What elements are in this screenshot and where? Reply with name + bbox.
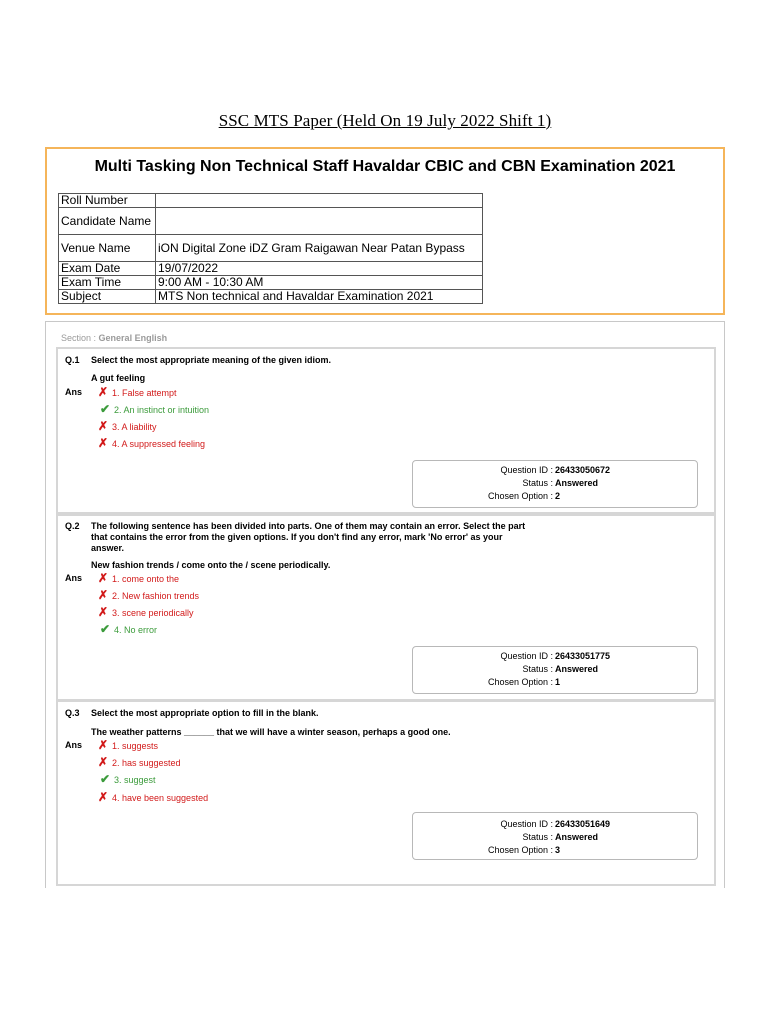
chosen-option: 2 bbox=[555, 491, 561, 501]
section-container bbox=[45, 321, 725, 888]
question-card bbox=[56, 514, 716, 701]
cross-icon: ✗ bbox=[98, 790, 109, 804]
check-icon: ✔ bbox=[100, 402, 111, 416]
section-label: Section : General English bbox=[61, 333, 168, 343]
question-id: 26433050672 bbox=[555, 465, 611, 475]
question-number: Q.1 bbox=[65, 355, 80, 365]
check-icon: ✔ bbox=[100, 622, 111, 636]
question-info-box: Question ID : 26433051775 Status : Answered Chosen Option : 1 bbox=[412, 646, 698, 694]
cross-icon: ✗ bbox=[98, 385, 109, 399]
info-label: Exam Date bbox=[59, 262, 156, 276]
question-prompt: New fashion trends / come onto the / scene periodically. bbox=[91, 560, 331, 570]
question-prompt: A gut feeling bbox=[91, 373, 146, 383]
info-value bbox=[156, 194, 483, 208]
cross-icon: ✗ bbox=[98, 436, 109, 450]
question-info-box: Question ID : 26433051649 Status : Answered Chosen Option : 3 bbox=[412, 812, 698, 860]
option-correct: ✔ 3. suggest bbox=[100, 772, 156, 786]
paper-title: SSC MTS Paper (Held On 19 July 2022 Shift 1) bbox=[218, 111, 552, 130]
question-prompt: The weather patterns ______ that we will have a winter season, perhaps a good one. bbox=[91, 727, 451, 737]
candidate-info-table bbox=[58, 193, 483, 304]
info-label: Venue Name bbox=[59, 235, 156, 262]
option-wrong: ✗ 1. suggests bbox=[98, 738, 159, 752]
cross-icon: ✗ bbox=[98, 738, 109, 752]
option-wrong: ✗ 1. False attempt bbox=[98, 385, 177, 399]
option-wrong: ✗ 4. A suppressed feeling bbox=[98, 436, 206, 450]
info-label: Exam Time bbox=[59, 276, 156, 290]
status-value: Answered bbox=[555, 478, 599, 488]
info-row-venue-name bbox=[59, 235, 483, 262]
info-value: 9:00 AM - 10:30 AM bbox=[156, 276, 483, 290]
section-name: General English bbox=[98, 333, 168, 343]
info-row-exam-time bbox=[59, 276, 483, 290]
option-wrong: ✗ 1. come onto the bbox=[98, 571, 180, 585]
info-row-roll-number bbox=[59, 194, 483, 208]
info-value bbox=[156, 208, 483, 235]
ans-label: Ans bbox=[65, 573, 83, 583]
exam-header-box bbox=[45, 147, 725, 315]
question-id: 26433051775 bbox=[555, 651, 611, 661]
info-value: iON Digital Zone iDZ Gram Raigawan Near Patan Bypass bbox=[156, 235, 483, 262]
option-wrong: ✗ 3. scene periodically bbox=[98, 605, 194, 619]
info-label: Subject bbox=[59, 290, 156, 304]
cross-icon: ✗ bbox=[98, 605, 109, 619]
info-label: Candidate Name bbox=[59, 208, 156, 235]
question-text: Select the most appropriate option to fill in the blank. bbox=[91, 708, 319, 718]
question-number: Q.2 bbox=[65, 521, 80, 531]
option-wrong: ✗ 2. has suggested bbox=[98, 755, 181, 769]
info-value: MTS Non technical and Havaldar Examination 2021 bbox=[156, 290, 483, 304]
question-card bbox=[56, 347, 716, 514]
question-id: 26433051649 bbox=[555, 819, 611, 829]
status-value: Answered bbox=[555, 664, 599, 674]
question-text: Select the most appropriate meaning of the given idiom. bbox=[91, 355, 332, 365]
chosen-option: 1 bbox=[555, 677, 561, 687]
cross-icon: ✗ bbox=[98, 755, 109, 769]
option-correct: ✔ 2. An instinct or intuition bbox=[100, 402, 210, 416]
info-value: 19/07/2022 bbox=[156, 262, 483, 276]
exam-title: Multi Tasking Non Technical Staff Havaldar CBIC and CBN Examination 2021 bbox=[94, 158, 676, 175]
check-icon: ✔ bbox=[100, 772, 111, 786]
info-row-subject bbox=[59, 290, 483, 304]
option-wrong: ✗ 2. New fashion trends bbox=[98, 588, 200, 602]
question-info-box: Question ID : 26433050672 Status : Answered Chosen Option : 2 bbox=[412, 460, 698, 508]
question-text: The following sentence has been divided into parts. One of them may contain an error. Select the part that contains the error from the given options. If you don't find any error, mark 'No error' as your answer. bbox=[91, 521, 526, 553]
cross-icon: ✗ bbox=[98, 571, 109, 585]
question-number: Q.3 bbox=[65, 708, 80, 718]
cross-icon: ✗ bbox=[98, 419, 109, 433]
option-wrong: ✗ 3. A liability bbox=[98, 419, 157, 433]
ans-label: Ans bbox=[65, 387, 83, 397]
info-label: Roll Number bbox=[59, 194, 156, 208]
option-correct: ✔ 4. No error bbox=[100, 622, 158, 636]
status-value: Answered bbox=[555, 832, 599, 842]
info-row-candidate-name bbox=[59, 208, 483, 235]
question-card bbox=[56, 700, 716, 886]
option-wrong: ✗ 4. have been suggested bbox=[98, 790, 209, 804]
info-row-exam-date bbox=[59, 262, 483, 276]
chosen-option: 3 bbox=[555, 845, 561, 855]
cross-icon: ✗ bbox=[98, 588, 109, 602]
ans-label: Ans bbox=[65, 740, 83, 750]
